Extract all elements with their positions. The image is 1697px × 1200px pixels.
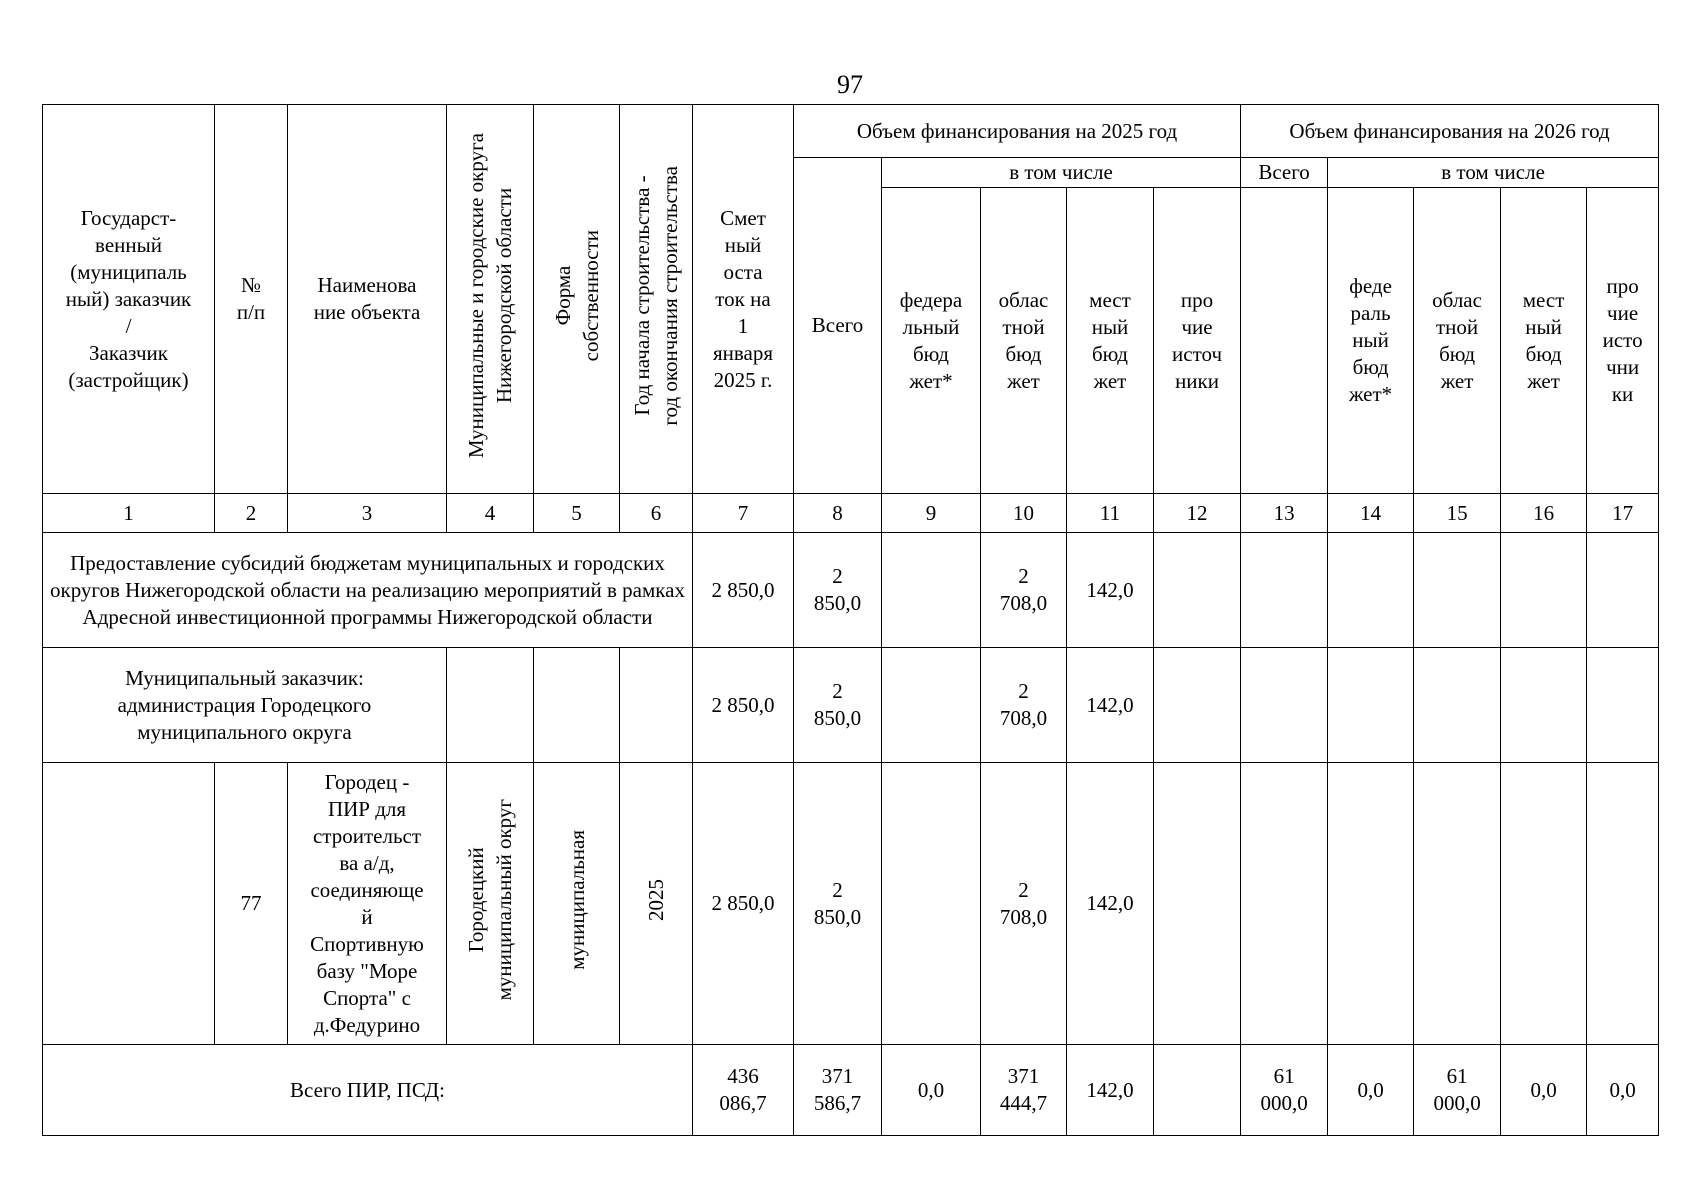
header-other-2025: про чие источ ники xyxy=(1154,188,1241,494)
municipal-customer-local-2026 xyxy=(1501,648,1587,763)
item-federal-2025 xyxy=(882,763,981,1045)
item-regional-2025: 2 708,0 xyxy=(981,763,1067,1045)
header-regional-2025: облас тной бюд жет xyxy=(981,188,1067,494)
header-other-2026: про чие исто чни ки xyxy=(1587,188,1659,494)
column-number: 1 xyxy=(43,494,215,533)
subsidy-total-2025: 2 850,0 xyxy=(794,533,882,648)
header-municipality: Муниципальные и городские округа Нижегородской области xyxy=(447,105,534,494)
total-federal-2025: 0,0 xyxy=(882,1045,981,1136)
municipal-customer-federal-2026 xyxy=(1328,648,1414,763)
column-number: 17 xyxy=(1587,494,1659,533)
table-row-municipal-customer xyxy=(43,648,1659,763)
item-federal-2026 xyxy=(1328,763,1414,1045)
subsidy-other-2026 xyxy=(1587,533,1659,648)
municipal-customer-years xyxy=(620,648,693,763)
item-remaining: 2 850,0 xyxy=(693,763,794,1045)
total-label: Всего ПИР, ПСД: xyxy=(43,1045,693,1136)
header-total-2026-blank xyxy=(1241,188,1328,494)
header-local-2026: мест ный бюд жет xyxy=(1501,188,1587,494)
total-regional-2025: 371 444,7 xyxy=(981,1045,1067,1136)
column-number: 8 xyxy=(794,494,882,533)
column-number: 7 xyxy=(693,494,794,533)
item-num: 77 xyxy=(215,763,288,1045)
item-ownership: муниципальная xyxy=(534,763,620,1045)
column-number: 2 xyxy=(215,494,288,533)
header-local-2025: мест ный бюд жет xyxy=(1067,188,1154,494)
subsidy-other-2025 xyxy=(1154,533,1241,648)
column-number: 4 xyxy=(447,494,534,533)
header-num: № п/п xyxy=(215,105,288,494)
table-row-total xyxy=(43,1045,1659,1136)
column-number: 6 xyxy=(620,494,693,533)
total-regional-2026: 61 000,0 xyxy=(1414,1045,1501,1136)
header-financing-2025: Объем финансирования на 2025 год xyxy=(794,105,1241,158)
municipal-customer-local-2025: 142,0 xyxy=(1067,648,1154,763)
header-total-2025: Всего xyxy=(794,158,882,494)
subsidy-remaining: 2 850,0 xyxy=(693,533,794,648)
column-number: 5 xyxy=(534,494,620,533)
header-years: Год начала строительства - год окончания строительства xyxy=(620,105,693,494)
page-number: 97 xyxy=(837,70,863,99)
column-number: 3 xyxy=(288,494,447,533)
header-ownership: Форма собственности xyxy=(534,105,620,494)
header-financing-2026: Объем финансирования на 2026 год xyxy=(1241,105,1659,158)
subsidy-local-2026 xyxy=(1501,533,1587,648)
municipal-customer-other-2026 xyxy=(1587,648,1659,763)
column-number: 14 xyxy=(1328,494,1414,533)
column-number: 9 xyxy=(882,494,981,533)
column-number: 16 xyxy=(1501,494,1587,533)
header-total-2026: Всего xyxy=(1241,158,1328,188)
header-customer: Государст- венный (муниципаль ный) заказчик / Заказчик (застройщик) xyxy=(43,105,215,494)
total-total-2026: 61 000,0 xyxy=(1241,1045,1328,1136)
header-remaining: Смет ный оста ток на 1 января 2025 г. xyxy=(693,105,794,494)
header-regional-2026: облас тной бюд жет xyxy=(1414,188,1501,494)
municipal-customer-municipality xyxy=(447,648,534,763)
municipal-customer-total-2026 xyxy=(1241,648,1328,763)
subsidy-local-2025: 142,0 xyxy=(1067,533,1154,648)
item-municipality: Городецкий муниципальный округ xyxy=(447,763,534,1045)
total-other-2025 xyxy=(1154,1045,1241,1136)
column-number: 12 xyxy=(1154,494,1241,533)
municipal-customer-ownership xyxy=(534,648,620,763)
item-total-2025: 2 850,0 xyxy=(794,763,882,1045)
municipal-customer-regional-2025: 2 708,0 xyxy=(981,648,1067,763)
column-number: 10 xyxy=(981,494,1067,533)
total-total-2025: 371 586,7 xyxy=(794,1045,882,1136)
table-row-subsidy xyxy=(43,533,1659,648)
total-local-2025: 142,0 xyxy=(1067,1045,1154,1136)
item-regional-2026 xyxy=(1414,763,1501,1045)
item-total-2026 xyxy=(1241,763,1328,1045)
municipal-customer-label: Муниципальный заказчик: администрация Городецкого муниципального округа xyxy=(43,648,447,763)
column-number: 11 xyxy=(1067,494,1154,533)
item-local-2025: 142,0 xyxy=(1067,763,1154,1045)
total-other-2026: 0,0 xyxy=(1587,1045,1659,1136)
item-years: 2025 xyxy=(620,763,693,1045)
total-remaining: 436 086,7 xyxy=(693,1045,794,1136)
subsidy-total-2026 xyxy=(1241,533,1328,648)
item-other-2026 xyxy=(1587,763,1659,1045)
municipal-customer-regional-2026 xyxy=(1414,648,1501,763)
subsidy-label: Предоставление субсидий бюджетам муниципальных и городских округов Нижегородской области на реализацию мероприятий в рамках Адресной инвестиционной программы Нижегородской области xyxy=(43,533,693,648)
municipal-customer-remaining: 2 850,0 xyxy=(693,648,794,763)
column-number: 15 xyxy=(1414,494,1501,533)
header-including-2026: в том числе xyxy=(1328,158,1659,188)
table-row-item xyxy=(43,763,1659,1045)
total-local-2026: 0,0 xyxy=(1501,1045,1587,1136)
item-local-2026 xyxy=(1501,763,1587,1045)
header-object-name: Наименова ние объекта xyxy=(288,105,447,494)
subsidy-federal-2025 xyxy=(882,533,981,648)
total-federal-2026: 0,0 xyxy=(1328,1045,1414,1136)
column-number: 13 xyxy=(1241,494,1328,533)
subsidy-regional-2026 xyxy=(1414,533,1501,648)
municipal-customer-federal-2025 xyxy=(882,648,981,763)
subsidy-federal-2026 xyxy=(1328,533,1414,648)
header-federal-2025: федера льный бюд жет* xyxy=(882,188,981,494)
item-object-name: Городец - ПИР для строительст ва а/д, соединяюще й Спортивную базу "Море Спорта" с д.Федурино xyxy=(288,763,447,1045)
item-customer xyxy=(43,763,215,1045)
header-federal-2026: феде раль ный бюд жет* xyxy=(1328,188,1414,494)
municipal-customer-other-2025 xyxy=(1154,648,1241,763)
subsidy-regional-2025: 2 708,0 xyxy=(981,533,1067,648)
item-other-2025 xyxy=(1154,763,1241,1045)
financing-table xyxy=(42,104,1659,1136)
column-numbers-row xyxy=(43,494,1659,533)
municipal-customer-total-2025: 2 850,0 xyxy=(794,648,882,763)
header-including-2025: в том числе xyxy=(882,158,1241,188)
